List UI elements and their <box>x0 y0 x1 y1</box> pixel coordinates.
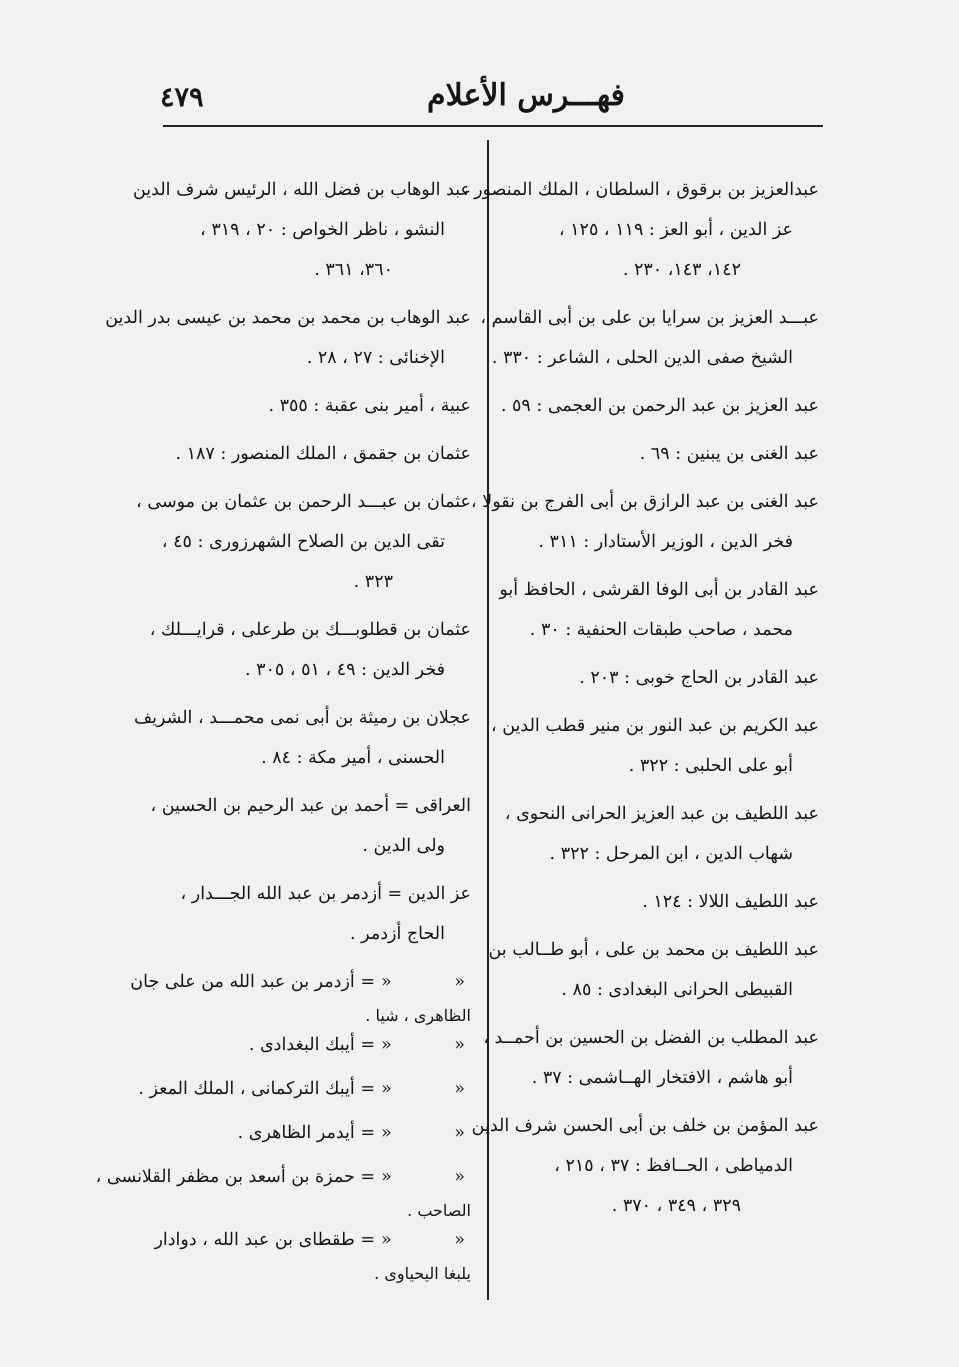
subentry-text: = أيبك التركمانى ، الملك المعز . <box>138 1079 375 1099</box>
subentry-continuation: يلبغا اليحياوى . <box>374 1264 471 1283</box>
ditto-mark: « <box>381 1123 392 1143</box>
entry-continuation: الحاج أزدمر . <box>350 924 445 944</box>
index-subentry <box>143 1113 471 1153</box>
entry-continuation: ولى الدين . <box>362 836 445 856</box>
ditto-mark: « <box>454 1079 465 1099</box>
entry-name: عبد الوهاب بن فضل الله ، الرئيس شرف الدين <box>132 180 471 200</box>
subentry-text: = أيدمر الظاهرى . <box>237 1123 375 1143</box>
subentry-continuation: الصاحب . <box>407 1201 471 1220</box>
entry-name: عبد اللطيف بن محمد بن على ، أبو طــالب بن <box>488 940 819 960</box>
subentry-text: = طقطاى بن عبد الله ، دوادار <box>154 1230 375 1250</box>
subentry-text: = أيبك البغدادى . <box>248 1035 375 1055</box>
entry-name: عبد اللطيف بن عبد العزيز الحرانى النحوى ، <box>504 804 819 824</box>
ditto-marks <box>375 1113 471 1153</box>
ditto-mark: « <box>454 1167 465 1187</box>
entry-continuation: محمد ، صاحب طبقات الحنفية : ٣٠ . <box>529 620 793 640</box>
index-entry <box>462 170 819 290</box>
entry-continuation: القبيطى الحرانى البغدادى : ٨٥ . <box>561 980 793 1000</box>
ditto-mark: « <box>454 972 465 992</box>
index-entry <box>136 482 471 602</box>
page-header <box>160 78 825 128</box>
ditto-mark: « <box>454 1123 465 1143</box>
entry-continuation: فخر الدين ، الوزير الأستادار : ٣١١ . <box>538 532 793 552</box>
index-subentry <box>143 1220 471 1283</box>
ditto-mark: « <box>381 1230 392 1250</box>
index-subentry <box>138 1069 471 1109</box>
index-subentry <box>95 1157 471 1220</box>
entry-continuation: الإخنائى : ٢٧ ، ٢٨ . <box>306 348 445 368</box>
index-entry <box>132 170 471 290</box>
ditto-marks <box>375 1025 471 1065</box>
ditto-mark: « <box>454 1230 465 1250</box>
index-entry <box>489 386 819 426</box>
index-entry <box>105 298 471 378</box>
index-entry <box>489 570 819 650</box>
entry-name: عبد المطلب بن الفضل بن الحسين بن أحمــد ، <box>483 1028 819 1048</box>
entry-name: عبد الغنى بن عبد الرازق بن أبى الفرج بن نقولا ، <box>471 492 819 512</box>
entry-continuation: ٣٢٩ ، ٣٤٩ ، ٣٧٠ . <box>611 1196 741 1216</box>
index-entry <box>489 930 819 1010</box>
entry-continuation: الحسنى ، أمير مكة : ٨٤ . <box>261 748 445 768</box>
subentry-continuation: الظاهرى ، شيا . <box>365 1006 471 1025</box>
ditto-mark: « <box>381 1079 392 1099</box>
entry-continuation: الدمياطى ، الحــافظ : ٣٧ ، ٢١٥ ، <box>554 1156 793 1176</box>
entry-name: عبد العزيز بن عبد الرحمن بن العجمى : ٥٩ . <box>500 396 819 416</box>
entry-continuation: ٣٦٠، ٣٦١ . <box>314 260 393 280</box>
entry-name: عبية ، أمير بنى عقبة : ٣٥٥ . <box>268 396 471 416</box>
index-entry <box>489 882 819 922</box>
ditto-marks <box>375 1157 471 1197</box>
entry-continuation: أبو على الحلبى : ٣٢٢ . <box>628 756 793 776</box>
index-entry <box>143 610 471 690</box>
index-entry <box>471 482 819 562</box>
entry-name: عبد الوهاب بن محمد بن محمد بن عيسى بدر الدين <box>105 308 471 328</box>
entry-continuation: ١٤٢، ١٤٣، ٢٣٠ . <box>622 260 741 280</box>
index-entry <box>489 706 819 786</box>
ditto-mark: « <box>381 1035 392 1055</box>
index-entry <box>489 794 819 874</box>
index-entry <box>489 434 819 474</box>
index-column-right <box>462 170 819 1234</box>
entry-name: عبدالعزيز بن برقوق ، السلطان ، الملك المنصور ، <box>462 180 819 200</box>
entry-continuation: الشيخ صفى الدين الحلى ، الشاعر : ٣٣٠ . <box>491 348 793 368</box>
ditto-mark: « <box>454 1035 465 1055</box>
entry-continuation: تقى الدين بن الصلاح الشهرزورى : ٤٥ ، <box>161 532 445 552</box>
entry-name: العراقى = أحمد بن عبد الرحيم بن الحسين ، <box>150 796 471 816</box>
subentry-text: = حمزة بن أسعد بن مظفر القلانسى ، <box>95 1167 375 1187</box>
index-entry <box>480 298 819 378</box>
ditto-marks <box>375 962 471 1002</box>
index-entry <box>483 1018 819 1098</box>
index-entry <box>143 874 471 954</box>
ditto-mark: « <box>381 972 392 992</box>
entry-name: عبد اللطيف اللالا : ١٢٤ . <box>642 892 819 912</box>
entry-continuation: فخر الدين : ٤٩ ، ٥١ ، ٣٠٥ . <box>244 660 445 680</box>
entry-name: عثمان بن قطلوبـــك بن طرعلى ، قرايـــلك ، <box>149 620 471 640</box>
entry-name: عبد المؤمن بن خلف بن أبى الحسن شرف الدين <box>471 1116 819 1136</box>
ditto-mark: « <box>381 1167 392 1187</box>
index-column-left <box>95 170 471 1283</box>
index-entry <box>143 386 471 426</box>
entry-continuation: شهاب الدين ، ابن المرحل : ٣٢٢ . <box>549 844 793 864</box>
ditto-marks <box>375 1220 471 1260</box>
index-entry <box>489 658 819 698</box>
index-subentry <box>130 962 471 1025</box>
page-number: ٤٧٩ <box>160 82 204 113</box>
entry-name: عبد القادر بن أبى الوفا القرشى ، الحافظ أبو <box>499 580 819 600</box>
entry-name: عبد القادر بن الحاج خوبى : ٢٠٣ . <box>579 668 819 688</box>
ditto-marks <box>375 1069 471 1109</box>
page-title: فهـــرس الأعلام <box>427 78 625 113</box>
entry-name: عبـــد العزيز بن سرايا بن على بن أبى القاسم ، <box>480 308 819 328</box>
index-entry <box>143 786 471 866</box>
index-entry <box>143 434 471 474</box>
entry-name: عبد الكريم بن عبد النور بن منير قطب الدين ، <box>491 716 819 736</box>
index-entry <box>133 698 471 778</box>
entry-continuation: أبو هاشم ، الافتخار الهــاشمى : ٣٧ . <box>531 1068 793 1088</box>
index-subentry <box>143 1025 471 1065</box>
index-entry <box>471 1106 819 1226</box>
entry-continuation: ٣٢٣ . <box>353 572 393 592</box>
entry-name: عز الدين = أزدمر بن عبد الله الجـــدار ، <box>180 884 471 904</box>
subentry-text: = أزدمر بن عبد الله من على جان <box>130 972 375 992</box>
entry-continuation: النشو ، ناظر الخواص : ٢٠ ، ٣١٩ ، <box>200 220 445 240</box>
entry-name: عبد الغنى بن يبنين : ٦٩ . <box>639 444 819 464</box>
entry-name: عثمان بن جقمق ، الملك المنصور : ١٨٧ . <box>175 444 471 464</box>
entry-name: عثمان بن عبـــد الرحمن بن عثمان بن موسى ، <box>136 492 471 512</box>
entry-continuation: عز الدين ، أبو العز : ١١٩ ، ١٢٥ ، <box>558 220 793 240</box>
header-rule <box>163 125 823 127</box>
entry-name: عجلان بن رميثة بن أبى نمى محمـــد ، الشريف <box>133 708 471 728</box>
